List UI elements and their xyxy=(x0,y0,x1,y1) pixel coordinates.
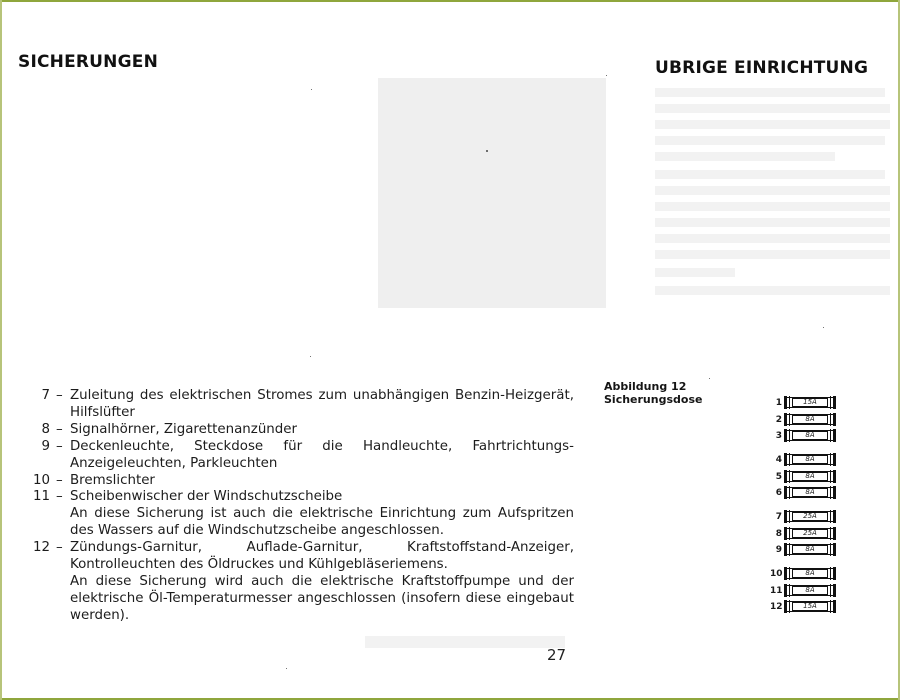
dash: – xyxy=(56,472,63,488)
fuse-number: 7 xyxy=(41,388,50,403)
fuse-rating: 8A xyxy=(792,545,828,554)
bleed-through-line xyxy=(655,286,890,295)
fuse-number: 12 xyxy=(32,540,50,556)
fuse-contact-right xyxy=(830,453,836,466)
dash: – xyxy=(56,438,63,454)
bleed-through-line xyxy=(655,88,885,97)
fuse-rating: 8A xyxy=(792,488,828,497)
fuse-slot-number: 1 xyxy=(775,398,782,408)
bleed-through-line xyxy=(655,152,835,161)
fuse-slot xyxy=(770,486,840,500)
fuse-slot-number: 4 xyxy=(775,455,782,465)
fuse-contact-left xyxy=(784,470,790,483)
fuse-description-text: Bremslichter xyxy=(70,472,155,488)
fuse-slot-number: 8 xyxy=(775,529,782,539)
scan-speck xyxy=(709,378,710,379)
fuse-description-text: Signalhörner, Zigarettenanzünder xyxy=(70,421,298,437)
fuse-slot-number: 3 xyxy=(775,431,782,441)
fuse-description xyxy=(70,388,574,422)
fuse-slot-number: 2 xyxy=(775,415,782,425)
bleed-through-line xyxy=(655,234,890,243)
fuse-contact-left xyxy=(784,413,790,426)
fuse-slot xyxy=(770,527,840,541)
fuse-rating: 8A xyxy=(792,455,828,464)
dash: – xyxy=(56,540,63,556)
fuse-description-text: Zündungs-Garnitur, Auflade-Garnitur, Kraftstoffstand-Anzeiger, Kontrolleuchten des Öldruckes und Kühlgebläseriemens. xyxy=(70,540,574,573)
fuse-rating: 15A xyxy=(792,602,828,611)
fuse-contact-right xyxy=(830,600,836,613)
fuse-contact-right xyxy=(830,510,836,523)
bleed-through-line xyxy=(655,202,890,211)
fuse-slot xyxy=(770,429,840,443)
list-item xyxy=(14,439,574,473)
fuse-description-text: Scheibenwischer der Windschutzscheibe xyxy=(70,489,343,505)
scan-speck xyxy=(311,89,312,90)
fuse-description-text: Zuleitung des elektrischen Stromes zum unabhängigen Benzin-Heizgerät, Hilfslüfter xyxy=(70,388,574,420)
bleed-through-photo xyxy=(378,78,606,308)
fuse-description xyxy=(70,439,574,473)
figure-label: Abbildung 12 xyxy=(604,380,687,393)
fuse-rating: 15A xyxy=(792,398,828,407)
section-heading-ubrige-einrichtung: UBRIGE EINRICHTUNG xyxy=(655,58,869,78)
fuse-contact-right xyxy=(830,584,836,597)
fuse-contact-left xyxy=(784,510,790,523)
fuse-slot-number: 6 xyxy=(775,488,782,498)
scan-speck xyxy=(310,356,311,357)
fuse-rating: 25A xyxy=(792,529,828,538)
fuse-slot xyxy=(770,567,840,581)
fuse-contact-left xyxy=(784,584,790,597)
fuse-contact-left xyxy=(784,396,790,409)
fuse-slot-number: 10 xyxy=(770,569,783,579)
fuse-slot xyxy=(770,396,840,410)
fuse-number: 10 xyxy=(32,472,50,488)
fuse-contact-right xyxy=(830,429,836,442)
fuse-slot xyxy=(770,413,840,427)
list-item xyxy=(14,473,574,490)
scan-speck xyxy=(286,668,287,669)
bleed-through-line xyxy=(655,218,890,227)
bleed-through-line xyxy=(365,636,565,648)
section-heading-sicherungen: SICHERUNGEN xyxy=(18,52,159,72)
fuse-slot xyxy=(770,510,840,524)
fuse-contact-left xyxy=(784,567,790,580)
fuse-rating: 8A xyxy=(792,586,828,595)
list-item xyxy=(14,388,574,422)
fuse-contact-right xyxy=(830,527,836,540)
fuse-description-text: Deckenleuchte, Steckdose für die Handleuchte, Fahrtrichtungs-Anzeigeleuchten, Parkleuchten xyxy=(70,438,574,471)
fuse-description-note: An diese Sicherung ist auch die elektrische Einrichtung zum Aufspritzen des Wassers auf die Windschutzscheibe angeschlossen. xyxy=(70,506,574,539)
fuse-contact-right xyxy=(830,396,836,409)
fuse-contact-left xyxy=(784,543,790,556)
fuse-number: 9 xyxy=(41,438,50,454)
fuse-slot-number: 12 xyxy=(770,602,783,612)
fuse-contact-right xyxy=(830,486,836,499)
list-item xyxy=(14,489,574,540)
fuse-slot-number: 5 xyxy=(775,472,782,482)
list-item xyxy=(14,540,574,625)
page-border-left xyxy=(0,0,2,700)
bleed-through-line xyxy=(655,104,890,113)
figure-caption xyxy=(604,380,702,406)
fuse-contact-left xyxy=(784,453,790,466)
fuse-contact-right xyxy=(830,567,836,580)
fuse-contact-right xyxy=(830,543,836,556)
fuse-contact-left xyxy=(784,486,790,499)
fuse-rating: 8A xyxy=(792,415,828,424)
figure-title: Sicherungsdose xyxy=(604,393,703,406)
bleed-through-line xyxy=(655,186,890,195)
fuse-description xyxy=(70,489,574,540)
fuse-number: 11 xyxy=(32,489,50,505)
fuse-description-list xyxy=(14,388,574,625)
fuse-slot xyxy=(770,600,840,614)
scan-speck xyxy=(606,75,607,76)
fuse-rating: 8A xyxy=(792,472,828,481)
page-number: 27 xyxy=(547,646,567,664)
fuse-rating: 8A xyxy=(792,431,828,440)
scan-speck xyxy=(486,150,488,152)
fuse-slot xyxy=(770,453,840,467)
scan-speck xyxy=(823,327,824,328)
fuse-slot-number: 7 xyxy=(775,512,782,522)
bleed-through-line xyxy=(655,268,735,277)
fuse-slot xyxy=(770,584,840,598)
fuse-slot-number: 9 xyxy=(775,545,782,555)
fuse-description xyxy=(70,473,574,490)
bleed-through-line xyxy=(655,170,885,179)
bleed-through-line xyxy=(655,136,885,145)
page-border-top xyxy=(0,0,900,2)
fuse-contact-right xyxy=(830,413,836,426)
fuse-slot xyxy=(770,470,840,484)
fuse-slot-number: 11 xyxy=(770,586,783,596)
dash: – xyxy=(56,421,63,437)
fuse-description xyxy=(70,540,574,625)
dash: – xyxy=(56,489,63,505)
bleed-through-line xyxy=(655,250,890,259)
fuse-description-note: An diese Sicherung wird auch die elektrische Kraftstoffpumpe und der elektrische Öl-Temperaturmesser angeschlossen (insofern diese eingebaut werden). xyxy=(70,573,574,623)
fuse-contact-left xyxy=(784,600,790,613)
list-item xyxy=(14,422,574,439)
fuse-rating: 25A xyxy=(792,512,828,521)
fuse-slot xyxy=(770,543,840,557)
fuse-contact-right xyxy=(830,470,836,483)
fuse-contact-left xyxy=(784,429,790,442)
fuse-description xyxy=(70,422,574,439)
dash: – xyxy=(56,388,63,403)
bleed-through-line xyxy=(655,120,890,129)
fuse-contact-left xyxy=(784,527,790,540)
fuse-number: 8 xyxy=(41,421,50,437)
fuse-rating: 8A xyxy=(792,569,828,578)
